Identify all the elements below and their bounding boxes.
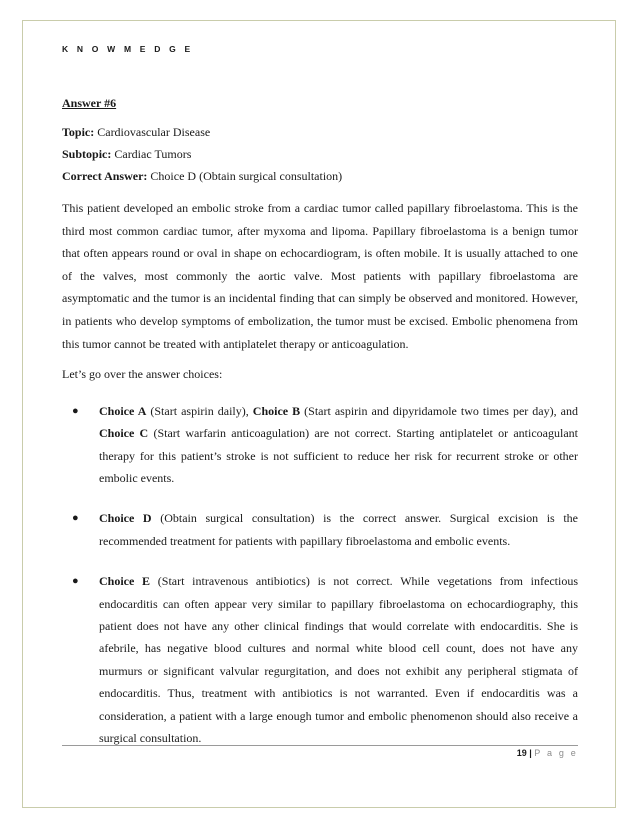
topic-line [62, 121, 578, 143]
correct-answer-value: Choice D (Obtain surgical consultation) [147, 169, 343, 183]
choice-a-text: (Start aspirin daily), [146, 403, 253, 418]
page-label: P a g e [534, 748, 578, 758]
choice-b-text: (Start aspirin and dipyridamole two times per day), and [300, 403, 578, 418]
bullet-icon: ● [72, 512, 79, 525]
subtopic-label: Subtopic: [62, 147, 112, 161]
brand-header: K N O W M E D G E [62, 44, 194, 54]
choice-c-text: (Start warfarin anticoagulation) are not correct. Starting antiplatelet or anticoagulant therapy for this patient’s stroke is not sufficient to reduce her risk for recurrent stroke or other embolic events. [99, 426, 578, 485]
choice-e-text: (Start intravenous antibiotics) is not correct. While vegetations from infectious endocarditis can often appear very similar to papillary fibroelastoma on echocardiography, this patient does not have any other clinical findings that would correlate with endocarditis. She is afebrile, has negative blood cultures and normal white blood cell count, does not have any murmurs or significant valvular regurgitation, and does not exhibit any peripheral stigmata of endocarditis. Thus, treatment with antibiotics is not warranted. Even if endocarditis was a consideration, a patient with a large enough tumor and embolic phenomenon should also receive a surgical consultation. [99, 574, 578, 746]
choices-list [62, 400, 578, 750]
list-item [62, 400, 578, 490]
choice-b-name: Choice B [252, 403, 301, 418]
document-body [62, 92, 578, 767]
choice-e-name: Choice E [99, 574, 151, 589]
page-footer [517, 748, 578, 758]
answer-title: Answer #6 [62, 96, 117, 110]
list-item [62, 507, 578, 552]
bullet-icon: ● [72, 404, 79, 417]
choice-d-name: Choice D [99, 511, 152, 526]
subtopic-line [62, 143, 578, 165]
correct-answer-line [62, 165, 578, 187]
list-item [62, 570, 578, 749]
choice-d-text: (Obtain surgical consultation) is the correct answer. Surgical excision is the recommended treatment for patients with papillary fibroelastoma and embolic events. [99, 511, 578, 548]
choice-c-name: Choice C [99, 426, 149, 441]
choices-intro: Let’s go over the answer choices: [62, 367, 223, 382]
explanation-paragraph: This patient developed an embolic stroke from a cardiac tumor called papillary fibroelastoma. This is the third most common cardiac tumor, after myxoma and lipoma. Papillary fibroelastoma is a benign tumor that often appears round or oval in shape on echocardiogram, is often mobile. It is usually attached to one of the valves, most commonly the aortic valve. Most patients with papillary fibroelastoma are asymptomatic and the tumor is an incidental finding that can simply be observed and monitored. However, in patients who develop symptoms of embolization, the tumor must be excised. Embolic phenomena from this tumor cannot be treated with antiplatelet therapy or anticoagulation. [62, 201, 578, 351]
bullet-icon: ● [72, 575, 79, 588]
choice-a-name: Choice A [99, 403, 147, 418]
page-separator: | [526, 748, 535, 758]
footer-divider [62, 745, 578, 746]
correct-answer-label: Correct Answer: [62, 169, 148, 183]
page-number: 19 [516, 748, 527, 758]
topic-label: Topic: [62, 125, 95, 139]
topic-value: Cardiovascular Disease [94, 125, 211, 139]
subtopic-value: Cardiac Tumors [111, 147, 192, 161]
